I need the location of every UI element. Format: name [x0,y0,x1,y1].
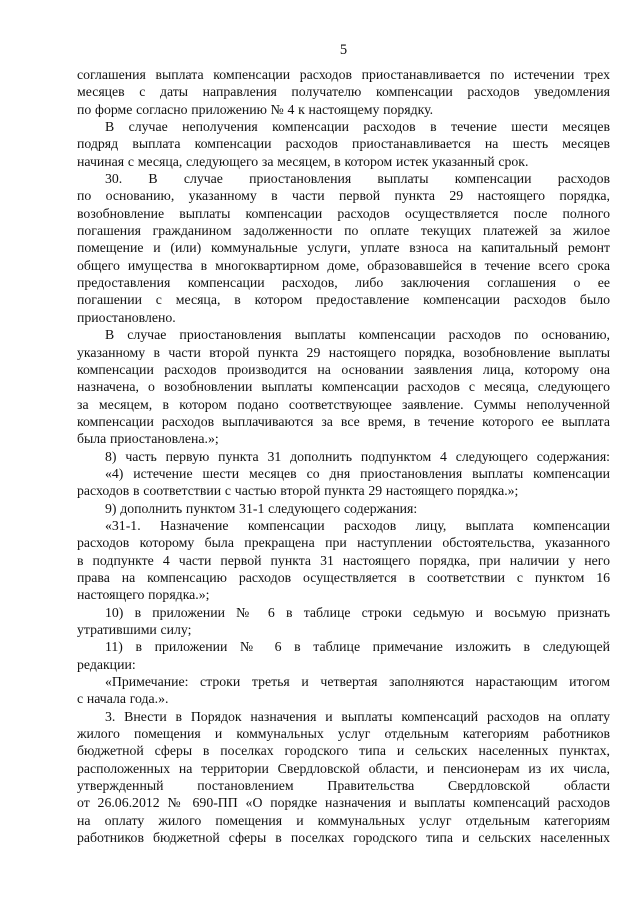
text-line: приостановлено. [77,309,176,325]
text-line: за месяцем, в котором подано соответствующее заявление. Суммы неполученной [77,396,610,412]
text-line: работников бюджетной сферы в поселках городского типа и сельских населенных [77,830,610,846]
text-line: общего имущества в многоквартирном доме, образовавшейся в течение всего срока [77,257,610,273]
text-line: подряд выплата компенсации расходов приостанавливается на шесть месяцев [77,136,610,152]
text-line: расходов в соответствии с частью второй пункта 29 настоящего порядка.»; [77,483,519,499]
document-body [77,66,610,846]
text-line: расположенных на территории Свердловской области, и пенсионерам из их числа, [77,760,610,776]
text-line: утвержденный постановлением Правительства Свердловской области [77,778,610,794]
text-line: от 26.06.2012 № 690-ПП «О порядке назначения и выплаты компенсаций расходов [77,795,610,811]
text-line: на оплату жилого помещения и коммунальных услуг отдельным категориям [77,812,610,828]
text-line: указанному в части второй пункта 29 настоящего порядка, возобновление выплаты [77,344,610,360]
text-line: права на компенсацию расходов осуществляется в соответствии с пунктом 16 [77,569,610,585]
text-line: помещение и (или) коммунальные услуги, уплате взноса на капитальный ремонт [77,240,610,256]
text-line: по форме согласно приложению № 4 к настоящему порядку. [77,101,434,117]
text-line: жилого помещения и коммунальных услуг отдельным категориям работников [77,726,610,742]
text-line: расходов которому была прекращена при наступлении обстоятельства, указанного [77,535,610,551]
text-line: бюджетной сферы в поселках городского типа и сельских населенных пунктах, [77,743,610,759]
text-line: «Примечание: строки третья и четвертая заполняются нарастающим итогом [105,674,610,690]
text-line: возобновление выплаты компенсации расходов осуществляется после полного [77,205,610,221]
text-line: начиная с месяца, следующего за месяцем, в котором истек указанный срок. [77,153,529,169]
text-line: была приостановлена.»; [77,431,219,447]
text-line: предоставления компенсации расходов, либо заключения соглашения о ее [77,275,610,291]
text-line: соглашения выплата компенсации расходов приостанавливается по истечении трех [77,67,610,82]
text-line: компенсации расходов производится на основании заявления лица, которому она [77,361,610,377]
text-line: по основанию, указанному в части первой пункта 29 настоящего порядка, [77,188,610,204]
text-line: назначена, о возобновлении выплаты компенсации расходов с месяца, следующего [77,379,610,395]
text-line: В случае приостановления выплаты компенсации расходов по основанию, [105,327,610,343]
text-line: настоящего порядка.»; [77,587,210,603]
text-line: утратившими силу; [77,622,192,637]
text-line: редакции: [77,656,136,672]
text-line: 10) в приложении № 6 в таблице строки седьмую и восьмую признать [105,604,610,620]
text-line: с начала года.». [77,691,169,707]
text-line: 11) в приложении № 6 в таблице примечание изложить в следующей [105,639,610,655]
text-line: компенсации расходов выплачиваются за все время, в течение которого ее выплата [77,413,610,429]
page-number: 5 [339,42,348,58]
text-line: «31-1. Назначение компенсации расходов лицу, выплата компенсации [105,517,610,533]
text-line: 9) дополнить пунктом 31-1 следующего содержания: [105,500,418,516]
text-line: 30. В случае приостановления выплаты компенсации расходов [105,171,610,187]
text-line: в подпункте 4 части первой пункта 31 настоящего порядка, при наличии у него [77,552,610,568]
text-line: погашении с месяца, в котором предоставление компенсации расходов было [77,292,610,308]
text-line: 8) часть первую пункта 31 дополнить подпунктом 4 следующего содержания: [105,448,610,464]
text-line: погашения гражданином задолженности по оплате текущих платежей за жилое [77,223,610,239]
text-line: месяцев с даты направления получателю компенсации расходов уведомления [77,84,610,100]
text-line: «4) истечение шести месяцев со дня приостановления выплаты компенсации [105,465,610,481]
text-line: 3. Внести в Порядок назначения и выплаты компенсаций расходов на оплату [105,708,610,724]
text-line: В случае неполучения компенсации расходов в течение шести месяцев [105,119,610,135]
